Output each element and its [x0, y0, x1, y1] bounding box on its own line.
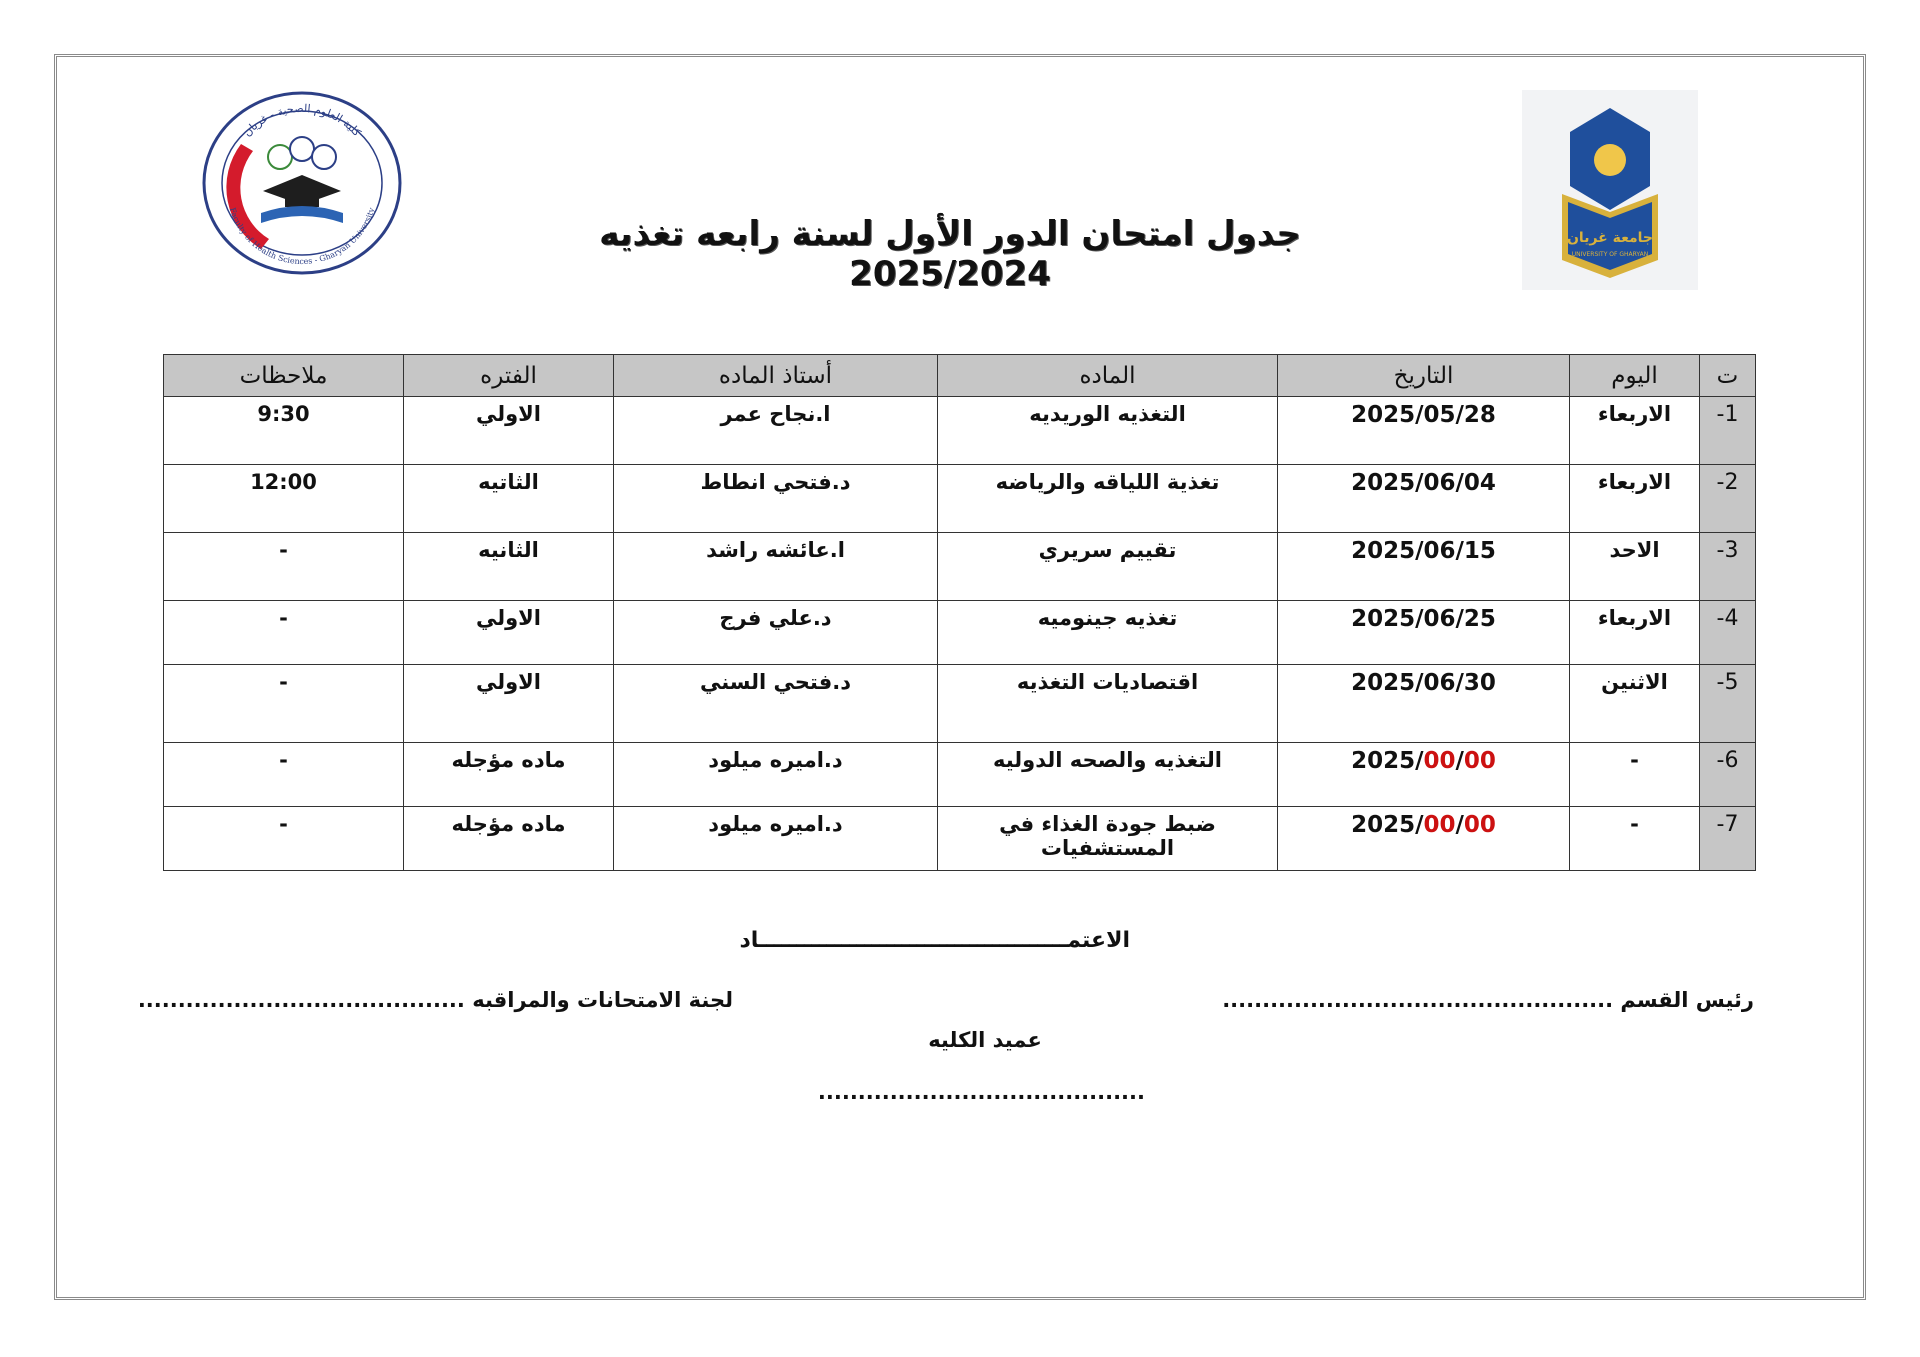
exam-committee-signature: لجنة الامتحانات والمراقبه ......................................... [137, 988, 733, 1012]
row-day: - [1570, 807, 1700, 871]
faculty-logo [201, 89, 403, 277]
row-teacher: د.علي فرج [614, 601, 938, 665]
row-notes: 9:30 [164, 397, 404, 465]
row-teacher: د.فتحي انطاط [614, 465, 938, 533]
university-logo-arabic: جامعة غريان [1566, 230, 1654, 246]
row-subject: التغذيه والصحه الدوليه [938, 743, 1278, 807]
row-teacher: ا.نجاح عمر [614, 397, 938, 465]
row-date: 2025/06/30 [1278, 665, 1570, 743]
table-row [164, 397, 1756, 465]
row-notes: - [164, 743, 404, 807]
approval-heading: الاعتمـــــــــــــــــــــــــــــــــــــــــاد [739, 928, 1130, 953]
table-row [164, 601, 1756, 665]
row-notes: 12:00 [164, 465, 404, 533]
row-subject: ضبط جودة الغذاء في المستشفيات [938, 807, 1278, 871]
row-notes: - [164, 601, 404, 665]
header-teacher: أستاذ الماده [614, 355, 938, 397]
header-date: التاريخ [1278, 355, 1570, 397]
header-subject: الماده [938, 355, 1278, 397]
row-day: الاثنين [1570, 665, 1700, 743]
row-period: الاولي [404, 397, 614, 465]
row-period: الاولي [404, 665, 614, 743]
university-logo [1522, 90, 1698, 290]
head-of-department-signature: رئيس القسم ................................................. [1222, 988, 1754, 1012]
sun-icon [1594, 144, 1626, 176]
table-row [164, 533, 1756, 601]
row-num: 2- [1700, 465, 1756, 533]
row-period: ماده مؤجله [404, 743, 614, 807]
row-notes: - [164, 665, 404, 743]
row-date: 2025/06/04 [1278, 465, 1570, 533]
table-row [164, 743, 1756, 807]
row-day: الاربعاء [1570, 397, 1700, 465]
row-teacher: ا.عائشه راشد [614, 533, 938, 601]
faculty-logo-arabic: كلية العلوم الصحية - غريان [240, 101, 364, 139]
row-date: 2025/00/00 [1278, 807, 1570, 871]
dean-label: عميد الكليه [928, 1028, 1042, 1052]
row-teacher: د.اميره ميلود [614, 743, 938, 807]
row-date: 2025/05/28 [1278, 397, 1570, 465]
row-day: الاربعاء [1570, 601, 1700, 665]
row-num: 4- [1700, 601, 1756, 665]
row-subject: اقتصاديات التغذيه [938, 665, 1278, 743]
row-period: الثاتيه [404, 465, 614, 533]
row-date: 2025/06/15 [1278, 533, 1570, 601]
table-row [164, 807, 1756, 871]
row-period: ماده مؤجله [404, 807, 614, 871]
row-date: 2025/06/25 [1278, 601, 1570, 665]
row-period: الثانيه [404, 533, 614, 601]
row-num: 6- [1700, 743, 1756, 807]
row-num: 5- [1700, 665, 1756, 743]
row-day: الاحد [1570, 533, 1700, 601]
row-period: الاولي [404, 601, 614, 665]
row-num: 7- [1700, 807, 1756, 871]
table-row [164, 465, 1756, 533]
row-num: 3- [1700, 533, 1756, 601]
header-notes: ملاحظات [164, 355, 404, 397]
table-header-row [164, 355, 1756, 397]
row-day: - [1570, 743, 1700, 807]
row-notes: - [164, 807, 404, 871]
dean-signature-line: ......................................... [817, 1080, 1145, 1104]
faculty-logo-english: Faculty of Health Sciences - Gharyan University [227, 206, 377, 267]
header-day: اليوم [1570, 355, 1700, 397]
row-day: الاربعاء [1570, 465, 1700, 533]
document-title: جدول امتحان الدور الأول لسنة رابعه تغذيه 2025/2024 [599, 214, 1301, 294]
row-subject: تقييم سريري [938, 533, 1278, 601]
row-date: 2025/00/00 [1278, 743, 1570, 807]
row-subject: تغذية اللياقه والرياضه [938, 465, 1278, 533]
table-row [164, 665, 1756, 743]
row-notes: - [164, 533, 404, 601]
row-teacher: د.فتحي السني [614, 665, 938, 743]
row-subject: تغذيه جينوميه [938, 601, 1278, 665]
exam-schedule-table [163, 354, 1756, 871]
row-num: 1- [1700, 397, 1756, 465]
row-teacher: د.اميره ميلود [614, 807, 938, 871]
row-subject: التغذيه الوريديه [938, 397, 1278, 465]
header-num: ت [1700, 355, 1756, 397]
university-logo-english: UNIVERSITY OF GHARYAN [1571, 251, 1649, 258]
header-period: الفتره [404, 355, 614, 397]
